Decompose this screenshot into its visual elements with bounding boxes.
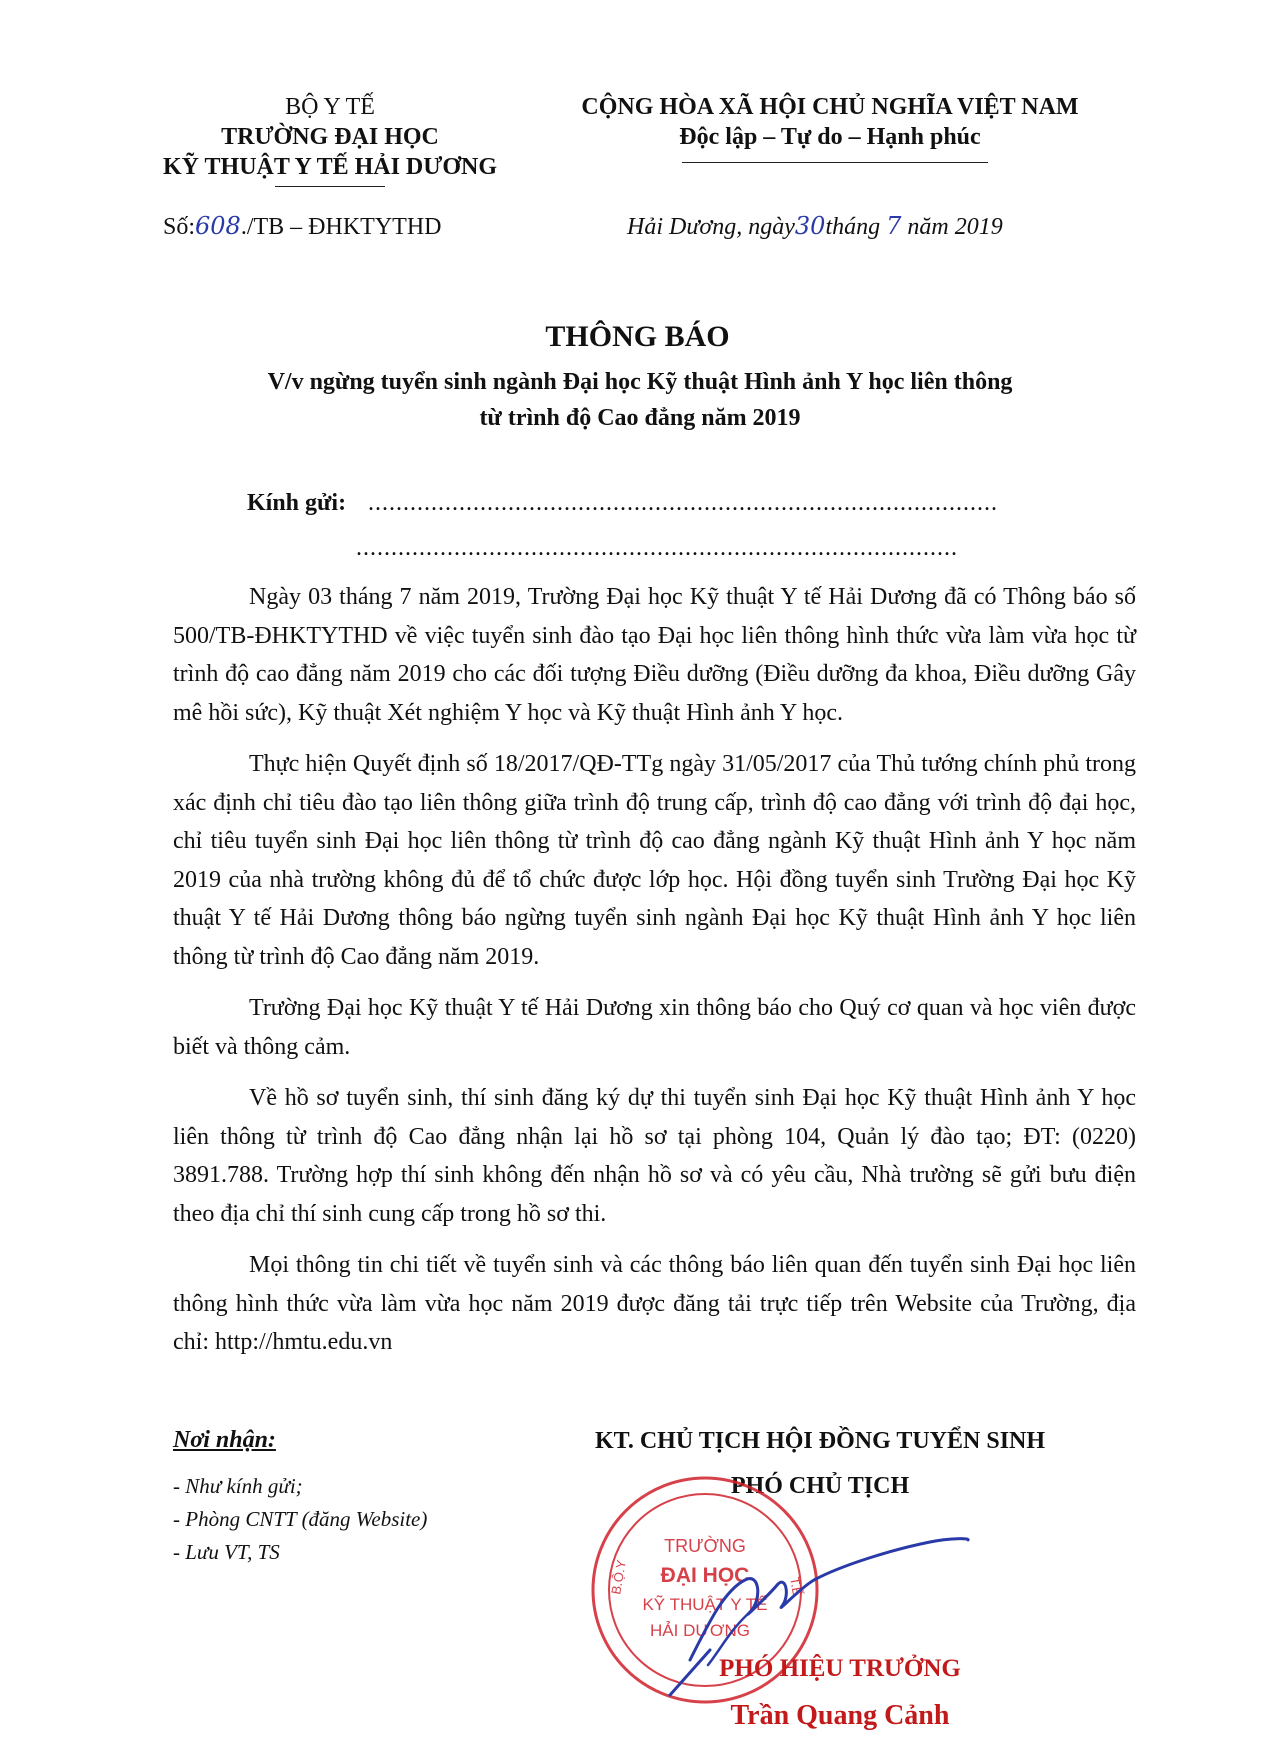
document-subject: [200, 364, 1080, 436]
issuer-underline: [275, 186, 385, 187]
body-paragraph: Trường Đại học Kỹ thuật Y tế Hải Dương xin thông báo cho Quý cơ quan và học viên được biết và thông cảm.: [173, 995, 1136, 1060]
recipient-item: - Phòng CNTT (đăng Website): [173, 1507, 428, 1531]
stamp-ring-right: T.Ế: [787, 1575, 806, 1598]
date-day-handwritten: 30: [794, 212, 826, 240]
motto-underline: [682, 162, 988, 163]
document-title: THÔNG BÁO: [545, 320, 730, 353]
university-name-1: TRƯỜNG ĐẠI HỌC: [221, 124, 439, 150]
date-month-handwritten: 7: [886, 212, 902, 240]
date-month-label: tháng: [825, 214, 881, 240]
document-number: [163, 212, 441, 241]
recipients-list: [173, 1470, 427, 1569]
recipient-item: - Như kính gửi;: [173, 1474, 303, 1498]
recipient-item: - Lưu VT, TS: [173, 1540, 280, 1564]
country-name: CỘNG HÒA XÃ HỘI CHỦ NGHĨA VIỆT NAM: [581, 94, 1079, 120]
greeting-dots-2: ......................................................................................: [356, 535, 958, 561]
doc-number-suffix: ./TB – ĐHKTYTHD: [240, 214, 442, 240]
document-body: [173, 578, 1136, 1375]
issuer-block: [140, 92, 520, 182]
stamp-line-1: TRƯỜNG: [664, 1536, 746, 1556]
subject-line-2: từ trình độ Cao đẳng năm 2019: [479, 405, 801, 431]
signer-name: Trần Quang Cảnh: [730, 1700, 950, 1731]
greeting-label: Kính gửi:: [247, 490, 347, 516]
recipients-label: Nơi nhận:: [173, 1427, 276, 1453]
doc-number-handwritten: 608: [195, 212, 241, 240]
greeting-dots-1: ..........................................................................................: [368, 490, 998, 516]
university-name-2: KỸ THUẬT Y TẾ HẢI DƯƠNG: [162, 154, 498, 180]
date-year: năm 2019: [907, 214, 1003, 240]
subject-line-1: V/v ngừng tuyển sinh ngành Đại học Kỹ thuật Hình ảnh Y học liên thông: [267, 369, 1013, 395]
signer-authority: KT. CHỦ TỊCH HỘI ĐỒNG TUYỂN SINH: [594, 1428, 1046, 1454]
doc-number-prefix: Số:: [163, 214, 196, 240]
body-paragraph: Ngày 03 tháng 7 năm 2019, Trường Đại học Kỹ thuật Y tế Hải Dương đã có Thông báo số 500/TB-ĐHKTYTHD về việc tuyển sinh đào tạo Đại học liên thông hình thức vừa làm vừa học từ trình độ cao đẳng năm 2019 cho các đối tượng Điều dưỡng (Điều dưỡng đa khoa, Điều dưỡng Gây mê hồi sức), Kỹ thuật Xét nghiệm Y học và Kỹ thuật Hình ảnh Y học.: [173, 584, 1136, 726]
stamp-line-3: KỸ THUẬT Y TẾ: [642, 1595, 768, 1614]
stamp-line-2: ĐẠI HỌC: [660, 1564, 750, 1587]
signer-position: PHÓ HIỆU TRƯỞNG: [719, 1655, 961, 1682]
national-motto-block: [545, 92, 1115, 152]
body-paragraph: Mọi thông tin chi tiết về tuyển sinh và các thông báo liên quan đến tuyển sinh Đại học liên thông hình thức vừa làm vừa học năm 2019 được đăng tải trực tiếp trên Website của Trường, địa chỉ: http://hmtu.edu.vn: [173, 1252, 1136, 1355]
stamp-ring-left: B.Ộ.Y: [608, 1558, 629, 1596]
issue-date: [627, 212, 1003, 241]
ministry-name: BỘ Y TẾ: [285, 94, 375, 120]
signer-role: PHÓ CHỦ TỊCH: [730, 1473, 910, 1499]
motto: Độc lập – Tự do – Hạnh phúc: [679, 124, 981, 150]
body-paragraph: Thực hiện Quyết định số 18/2017/QĐ-TTg ngày 31/05/2017 của Thủ tướng chính phủ trong xác định chỉ tiêu đào tạo liên thông giữa trình độ trung cấp, trình độ cao đẳng với trình độ đại học, chỉ tiêu tuyển sinh Đại học liên thông từ trình độ cao đẳng ngành Kỹ thuật Hình ảnh Y học năm 2019 của nhà trường không đủ để tổ chức được lớp học. Hội đồng tuyển sinh Trường Đại học Kỹ thuật Y tế Hải Dương thông báo ngừng tuyển sinh ngành Đại học Kỹ thuật Hình ảnh Y học liên thông từ trình độ Cao đẳng năm 2019.: [173, 751, 1136, 970]
body-paragraph: Về hồ sơ tuyển sinh, thí sinh đăng ký dự thi tuyển sinh Đại học Kỹ thuật Hình ảnh Y học liên thông từ trình độ Cao đẳng nhận lại hồ sơ tại phòng 104, Quản lý đào tạo; ĐT: (0220) 3891.788. Trường hợp thí sinh không đến nhận hồ sơ và có yêu cầu, Nhà trường sẽ gửi bưu điện theo địa chỉ thí sinh cung cấp trong hồ sơ thi.: [173, 1085, 1136, 1227]
stamp-line-4: HẢI DƯƠNG: [650, 1621, 750, 1640]
date-prefix: Hải Dương, ngày: [627, 214, 795, 240]
